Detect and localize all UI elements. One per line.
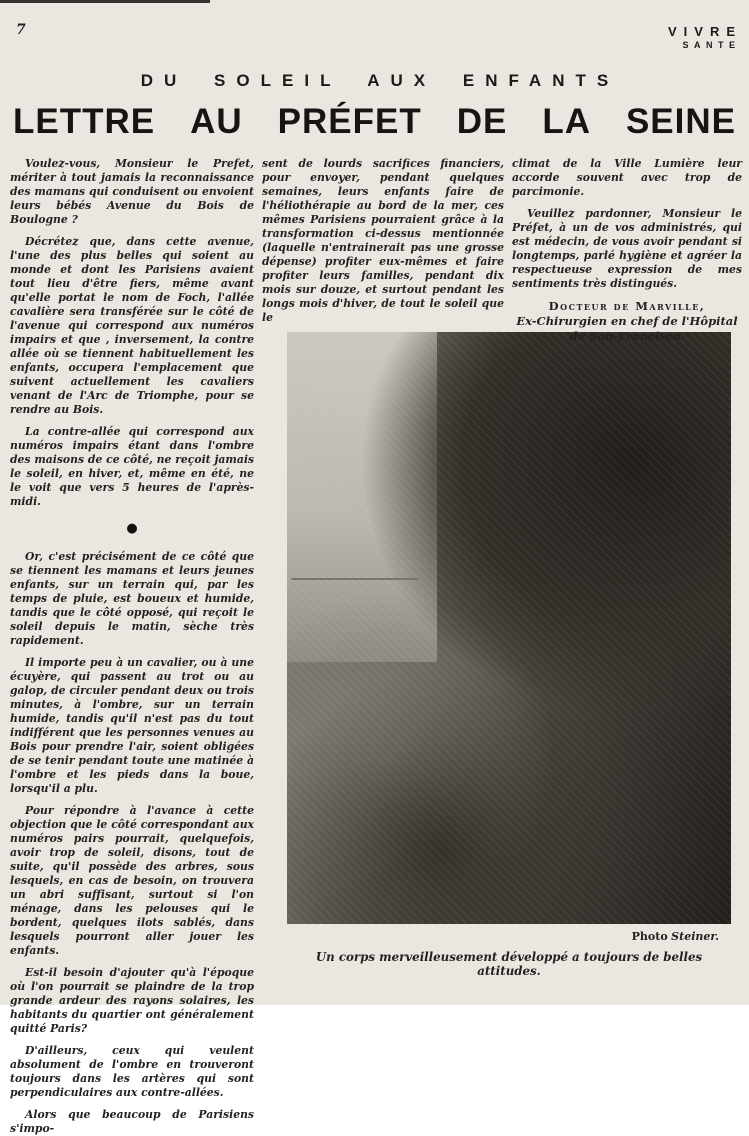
article-body [10,157,742,1135]
column-3 [512,157,742,343]
signature-title-line2: de San-Francisco. [569,328,685,343]
upper-text-row [262,157,742,343]
photo-caption: Un corps merveilleusement développé a toujours de belles attitudes. [315,950,703,978]
article-paragraph: Veuillez pardonner, Monsieur le Préfet, à un de vos administrés, qui est médecin, de vous avoir pendant si longtemps, parlé hygiène et agréer la respectueuse expression de mes sentiments très distingués. [512,207,742,290]
photo-meta [287,931,731,978]
photo-credit-name: Steiner. [671,930,719,943]
signature-name: Docteur de Marville, [548,299,706,313]
masthead [667,24,742,50]
article-paragraph: Voulez-vous, Monsieur le Prefet, mériter à tout jamais la reconnaissance des mamans qui conduisent ou envoient leurs bébés Avenue du Bois de Boulogne ? [10,157,254,226]
column-1 [10,157,254,1135]
article-paragraph: sent de lourds sacrifices financiers, pour envoyer, pendant quelques semaines, leurs enfants faire de l'héliothérapie au bord de la mer, ces mêmes Parisiens pourraient grâce à la transformation ci-dessus mentionnée (laquelle n'entrainerait pas une grosse dépense) profiter eux-mêmes et faire profiter leurs familles, pendant dix mois sur douze, et surtout pendant les longs mois d'hiver, de tout le soleil que le [262,157,504,324]
article-paragraph: climat de la Ville Lumière leur accorde souvent avec trop de parcimonie. [512,157,742,198]
page-number: 7 [16,22,26,38]
section-separator-dot: ● [126,521,138,536]
article-paragraph: Pour répondre à l'avance à cette objection que le côté correspondant aux numéros pairs pourrait, quelquefois, avoir trop de soleil, disons, tout de suite, qu'il possède des arbres, sous lesquels, en cas de besoin, on trouvera un abri suffisant, surtout si l'on ménage, dans les pelouses qui le bordent, quelques ilots sablés, dans lesquels pourront aller jouer les enfants. [10,804,254,957]
scan-edge-artifact [0,0,210,3]
masthead-title-line1: VIVRE [667,24,742,39]
article-paragraph: La contre-allée qui correspond aux numéros impairs étant dans l'ombre des maisons de ce côté, ne reçoit jamais le soleil, en hiver, et, même en été, ne le voit que vers 5 heures de l'après-midi. [10,425,254,508]
article-paragraph: Décrétez que, dans cette avenue, l'une des plus belles qui soient au monde et dont les Parisiens avaient tout lieu d'être fiers, même avant qu'elle portat le nom de Foch, l'allée cavalière sera transférée sur le côté de l'avenue qui correspond aux numéros impairs et que , inversement, la contre allée où se tiennent habituellement les enfants, occupera l'emplacement que suivent actuellement les cavaliers venant de l'Arc de Triomphe, pour se rendre au Bois. [10,235,254,416]
column-2 [262,157,504,324]
article-paragraph: D'ailleurs, ceux qui veulent absolument de l'ombre en trouveront toujours dans les artères qui sont perpendiculaires aux contre-allées. [10,1044,254,1099]
article-paragraph: Est-il besoin d'ajouter qu'à l'époque où l'on pourrait se plaindre de la trop grande ardeur des rayons solaires, les habitants du quartier ont généralement quitté Paris? [10,966,254,1035]
letter-signature [512,299,742,343]
masthead-title-line2: SANTE [682,40,741,50]
article-paragraph: Or, c'est précisément de ce côté que se tiennent les mamans et leurs jeunes enfants, sur un terrain qui, par les temps de pluie, est boueux et humide, tandis que le côté opposé, qui reçoit le soleil depuis le matin, sèche très rapidement. [10,550,254,647]
article-headline: LETTRE AU PRÉFET DE LA SEINE [13,102,736,141]
signature-title-line1: Ex-Chirurgien en chef de l'Hôpital [516,314,738,328]
article-kicker: DU SOLEIL AUX ENFANTS [140,71,620,90]
photo-credit [287,931,731,943]
article-photo-placeholder [287,332,731,924]
article-paragraph: Il importe peu à un cavalier, ou à une écuyère, qui passent au trot ou au galop, de circuler pendant deux ou trois minutes, à l'ombre, sur un terrain humide, tandis qu'il n'est pas du tout indifférent que les personnes venues au Bois pour prendre l'air, soient obligées de se tenir pendant toute une matinée à l'ombre et les pieds dans la boue, lorsqu'il a plu. [10,656,254,795]
photo-credit-label: Photo [631,930,668,943]
article-paragraph: Alors que beaucoup de Parisiens s'impo- [10,1108,254,1135]
columns-2-3-area [262,157,742,1005]
